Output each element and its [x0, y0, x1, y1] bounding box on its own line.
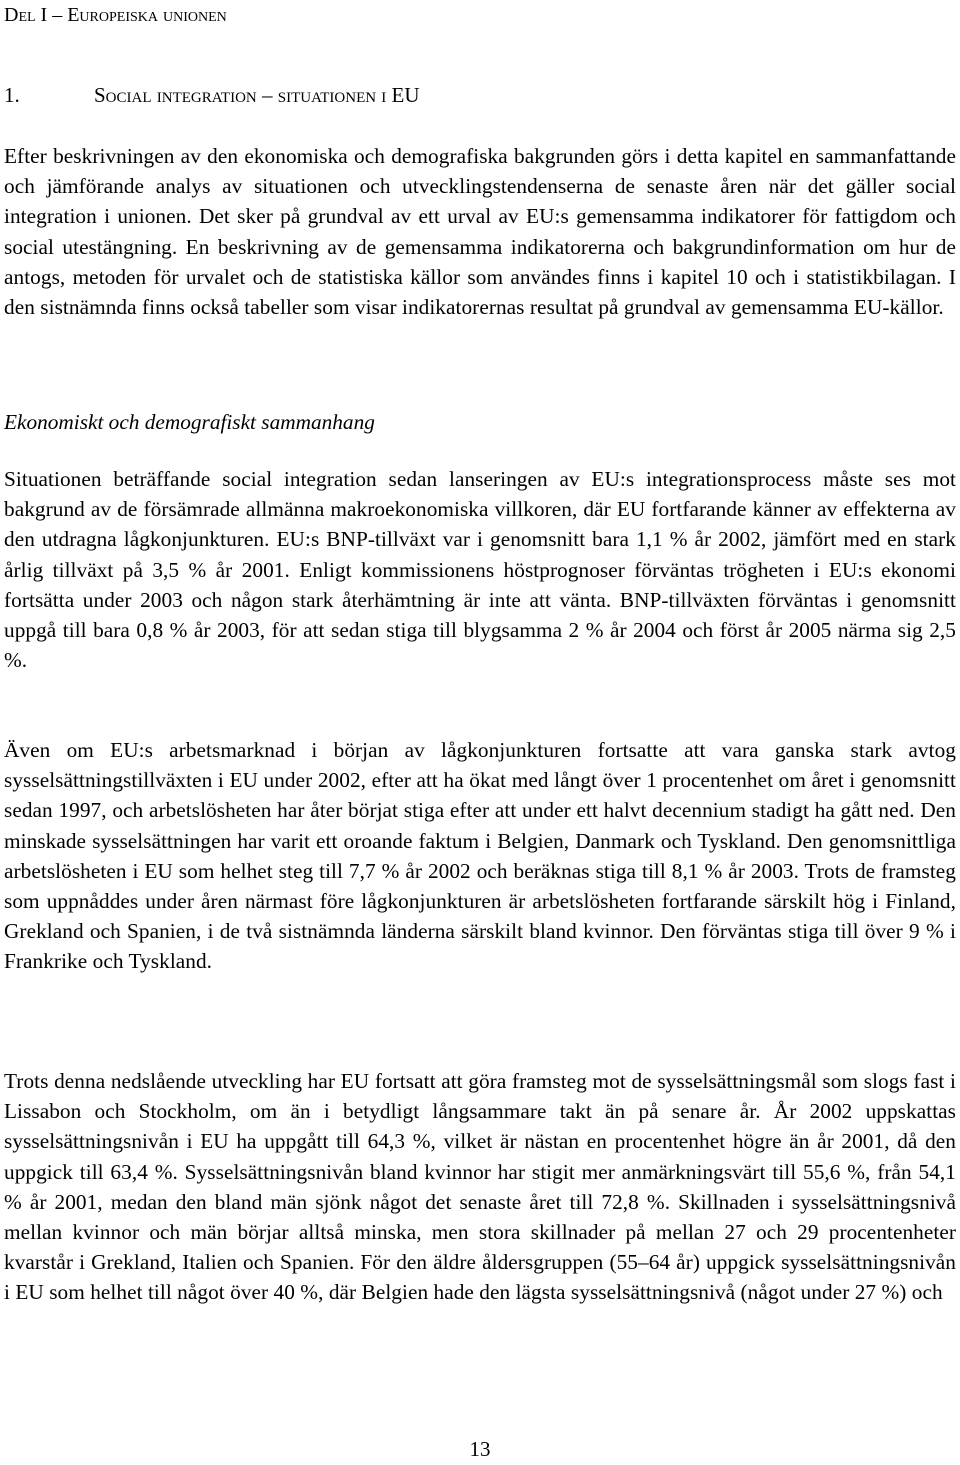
page-number: 13: [469, 1437, 491, 1461]
paragraph-intro: Efter beskrivningen av den ekonomiska och demografiska bakgrunden görs i detta kapitel en sammanfattande och jämförande analys av situationen och utvecklingstendenserna de senaste åren när det gäller social integration i unionen. Det sker på grundval av ett urval av EU:s gemensamma indikatorer för fattigdom och social utestängning. En beskrivning av de gemensamma indikatorerna och bakgrundinformation om hur de antogs, metoden för urvalet och de statistiska källor som användes finns i kapitel 10 och i statistikbilagan. I den sistnämnda finns också tabeller som visar indikatorernas resultat på grundval av gemensamma EU-källor.: [4, 144, 956, 320]
paragraph-labour-market: Även om EU:s arbetsmarknad i början av lågkonjunkturen fortsatte att vara ganska stark avtog sysselsättningstillväxten i EU under 2002, efter att ha ökat med långt över 1 procentenhet om året i genomsnitt sedan 1997, och arbetslösheten har åter börjat stiga efter att under ett halvt decennium stadigt ha gått ned. Den minskade sysselsättningen har varit ett oroande faktum i Belgien, Danmark och Tyskland. Den genomsnittliga arbetslösheten i EU som helhet steg till 7,7 % år 2002 och beräknas stiga till 8,1 % år 2003. Trots de framsteg som uppnåddes under åren närmast före lågkonjunkturen är arbetslösheten fortfarande särskilt hög i Finland, Grekland och Spanien, i de två sistnämnda länderna särskilt bland kvinnor. Den förväntas stiga till över 9 % i Frankrike och Tyskland.: [4, 738, 956, 974]
part-heading: Del I – Europeiska unionen: [4, 4, 227, 26]
section-title: Social integration – situationen i EU: [94, 83, 420, 107]
section-number: 1.: [4, 83, 20, 107]
paragraph-economic-context: Situationen beträffande social integration sedan lanseringen av EU:s integrationsprocess måste ses mot bakgrund av de försämrade allmänna makroekonomiska villkoren, där EU fortfarande känner av effekterna av den utdragna lågkonjunkturen. EU:s BNP-tillväxt var i genomsnitt bara 1,1 % år 2002, jämfört med en stark årlig tillväxt på 3,5 % år 2001. Enligt kommissionens höstprognoser förväntas trögheten i EU:s ekonomi fortsätta under 2003 och någon stark återhämtning är inte att vänta. BNP-tillväxten förväntas i genomsnitt uppgå till bara 0,8 % år 2003, för att sedan stiga till blygsamma 2 % år 2004 och först år 2005 närma sig 2,5 %.: [4, 467, 956, 673]
section-heading: [4, 82, 420, 108]
subheading: Ekonomiskt och demografiskt sammanhang: [4, 410, 375, 434]
paragraph-employment-targets: Trots denna nedslående utveckling har EU fortsatt att göra framsteg mot de sysselsättningsmål som slogs fast i Lissabon och Stockholm, om än i betydligt långsammare takt än på senare år. År 2002 uppskattas sysselsättningsnivån i EU ha uppgått till 64,3 %, vilket är nästan en procentenhet högre än år 2001, då den uppgick till 63,4 %. Sysselsättningsnivån bland kvinnor har stigit mer anmärkningsvärt till 55,6 %, från 54,1 % år 2001, medan den bland män sjönk något det senaste året till 72,8 %. Skillnaden i sysselsättningsnivå mellan kvinnor och män börjar alltså minska, men stora skillnader på mellan 27 och 29 procentenheter kvarstår i Grekland, Italien och Spanien. För den äldre åldersgruppen (55–64 år) uppgick sysselsättningsnivån i EU som helhet till något över 40 %, där Belgien hade den lägsta sysselsättningsnivå (något under 27 %) och: [4, 1069, 956, 1305]
